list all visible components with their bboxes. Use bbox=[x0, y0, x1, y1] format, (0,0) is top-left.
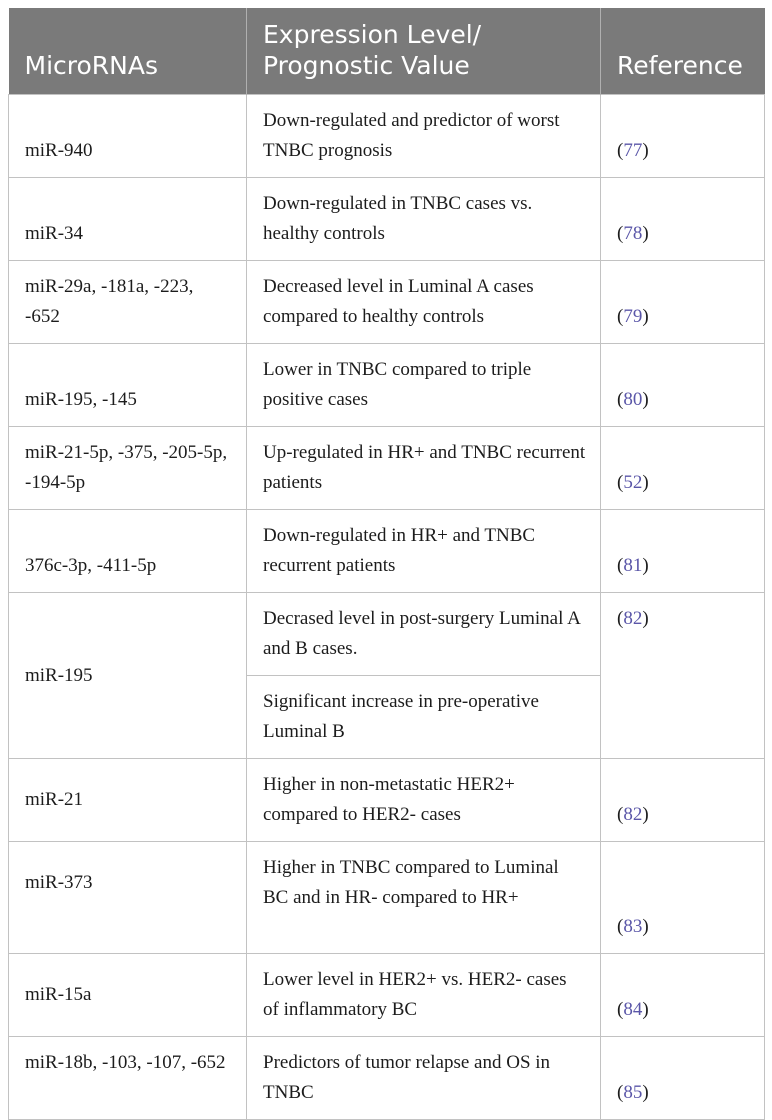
microrna-cell: miR-21 bbox=[9, 759, 247, 842]
table-row bbox=[9, 95, 765, 178]
reference-cell: (84) bbox=[601, 954, 765, 1037]
header-microrna: MicroRNAs bbox=[9, 8, 247, 95]
microrna-table bbox=[8, 8, 765, 1120]
reference-link[interactable]: 80 bbox=[623, 389, 643, 410]
reference-link[interactable]: 77 bbox=[623, 140, 643, 161]
expression-cell: Decrased level in post-surgery Luminal A and B cases. bbox=[247, 593, 601, 676]
expression-cell: Down-regulated in HR+ and TNBC recurrent patients bbox=[247, 510, 601, 593]
reference-cell: (81) bbox=[601, 510, 765, 593]
expression-cell: Down-regulated and predictor of worst TNBC prognosis bbox=[247, 95, 601, 178]
reference-link[interactable]: 78 bbox=[623, 223, 643, 244]
reference-link[interactable]: 84 bbox=[623, 999, 643, 1020]
reference-cell: (82) bbox=[601, 759, 765, 842]
table-row bbox=[9, 344, 765, 427]
table-row bbox=[9, 593, 765, 676]
microrna-cell: 376c-3p, -411-5p bbox=[9, 510, 247, 593]
microrna-cell: miR-29a, -181a, -223, -652 bbox=[9, 261, 247, 344]
header-row bbox=[9, 8, 765, 95]
reference-link[interactable]: 81 bbox=[623, 555, 643, 576]
header-reference: Reference bbox=[601, 8, 765, 95]
reference-cell: (52) bbox=[601, 427, 765, 510]
reference-cell: (82) bbox=[601, 593, 765, 759]
microrna-cell: miR-195, -145 bbox=[9, 344, 247, 427]
expression-cell: Down-regulated in TNBC cases vs. healthy controls bbox=[247, 178, 601, 261]
expression-cell: Lower level in HER2+ vs. HER2- cases of inflammatory BC bbox=[247, 954, 601, 1037]
table-row bbox=[9, 427, 765, 510]
table-row bbox=[9, 261, 765, 344]
microrna-cell: miR-940 bbox=[9, 95, 247, 178]
table-row bbox=[9, 759, 765, 842]
reference-cell: (78) bbox=[601, 178, 765, 261]
reference-cell: (80) bbox=[601, 344, 765, 427]
reference-link[interactable]: 52 bbox=[623, 472, 643, 493]
expression-cell: Higher in non-metastatic HER2+ compared to HER2- cases bbox=[247, 759, 601, 842]
reference-cell: (83) bbox=[601, 842, 765, 954]
microrna-cell: miR-195 bbox=[9, 593, 247, 759]
expression-cell: Significant increase in pre-operative Luminal B bbox=[247, 676, 601, 759]
microrna-cell: miR-34 bbox=[9, 178, 247, 261]
expression-cell: Higher in TNBC compared to Luminal BC and in HR- compared to HR+ bbox=[247, 842, 601, 954]
expression-cell: Lower in TNBC compared to triple positive cases bbox=[247, 344, 601, 427]
table-row bbox=[9, 954, 765, 1037]
reference-link[interactable]: 82 bbox=[623, 804, 643, 825]
expression-cell: Decreased level in Luminal A cases compared to healthy controls bbox=[247, 261, 601, 344]
reference-cell: (79) bbox=[601, 261, 765, 344]
expression-cell: Predictors of tumor relapse and OS in TNBC bbox=[247, 1037, 601, 1120]
table-row bbox=[9, 510, 765, 593]
reference-link[interactable]: 83 bbox=[623, 916, 643, 937]
table-row bbox=[9, 842, 765, 954]
header-expression: Expression Level/ Prognostic Value bbox=[247, 8, 601, 95]
microrna-cell: miR-373 bbox=[9, 842, 247, 954]
microrna-cell: miR-18b, -103, -107, -652 bbox=[9, 1037, 247, 1120]
reference-cell: (77) bbox=[601, 95, 765, 178]
reference-link[interactable]: 79 bbox=[623, 306, 643, 327]
reference-cell: (85) bbox=[601, 1037, 765, 1120]
reference-link[interactable]: 85 bbox=[623, 1082, 643, 1103]
microrna-cell: miR-21-5p, -375, -205-5p, -194-5p bbox=[9, 427, 247, 510]
table-row bbox=[9, 178, 765, 261]
table-row bbox=[9, 1037, 765, 1120]
expression-cell: Up-regulated in HR+ and TNBC recurrent patients bbox=[247, 427, 601, 510]
microrna-cell: miR-15a bbox=[9, 954, 247, 1037]
reference-link[interactable]: 82 bbox=[623, 608, 643, 629]
